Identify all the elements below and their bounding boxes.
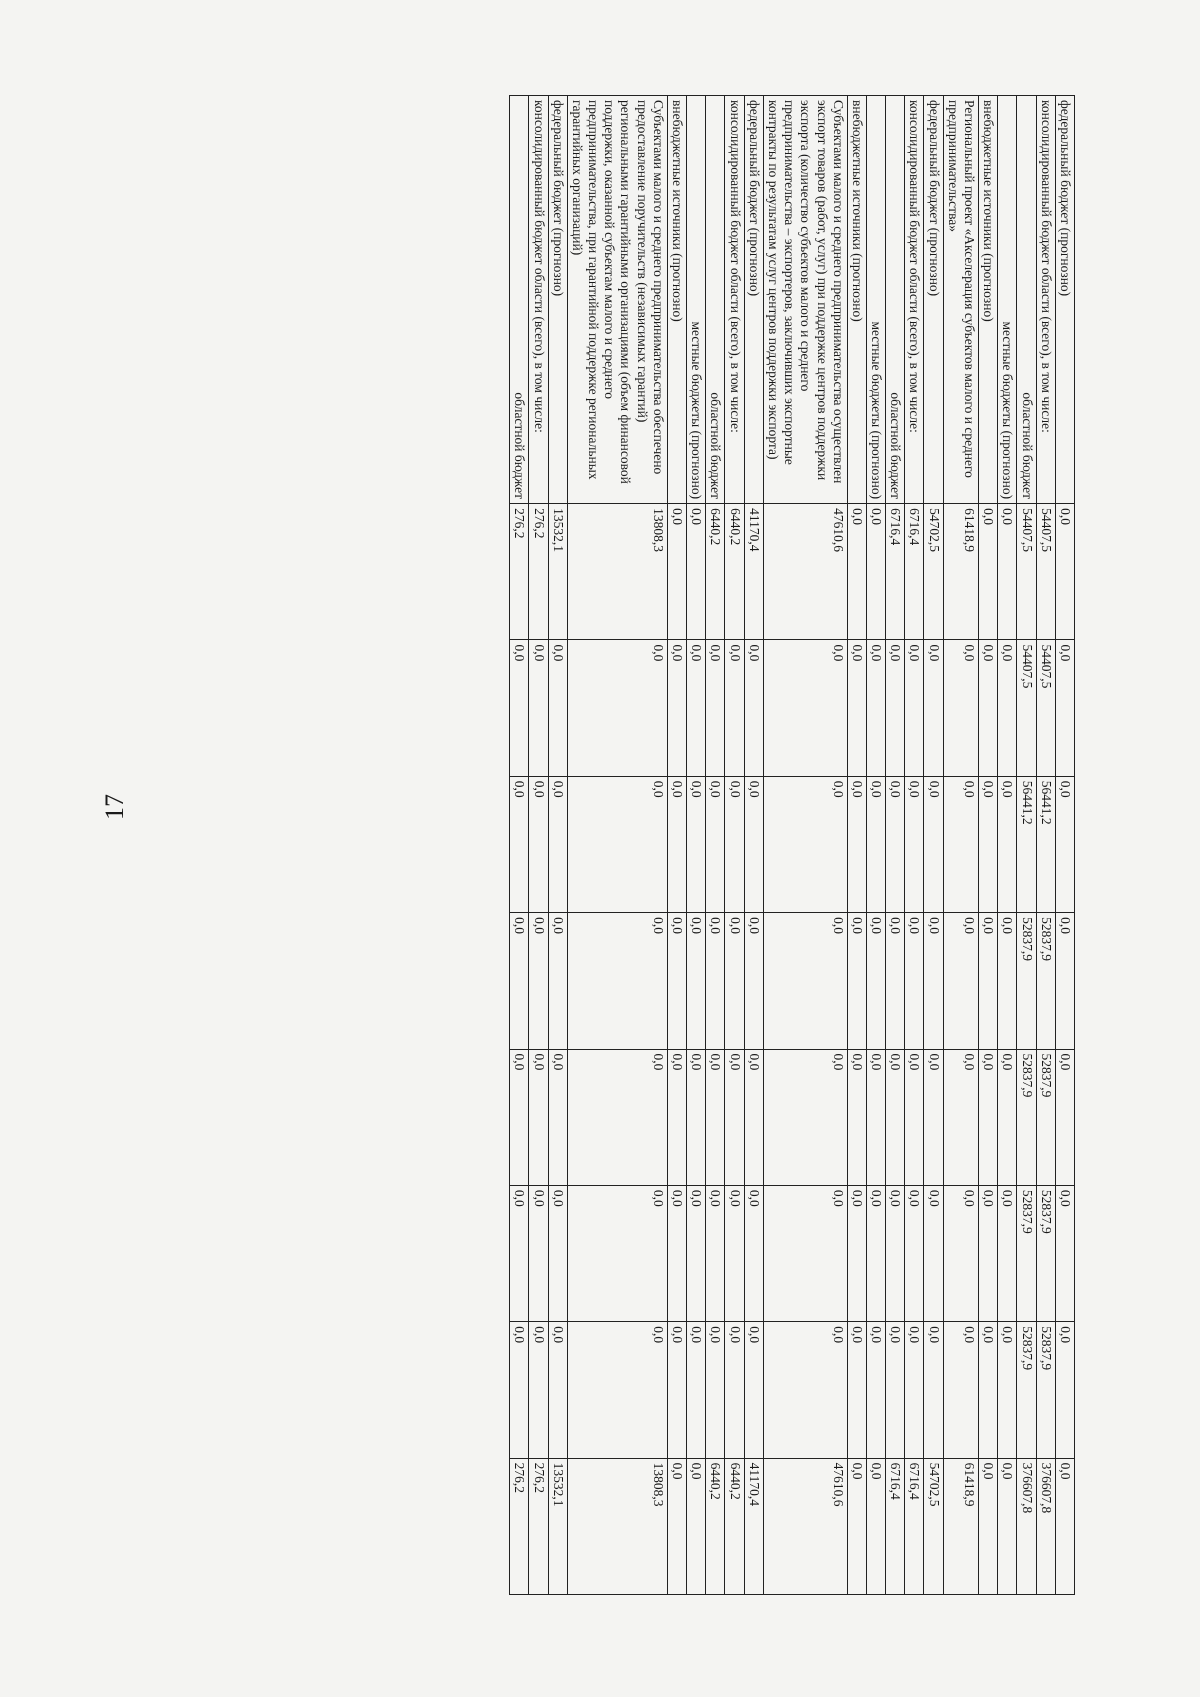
cell-value: 0,0 [687, 1049, 706, 1185]
table-row [998, 96, 1017, 1595]
cell-value: 0,0 [763, 1185, 847, 1321]
cell-value: 0,0 [924, 1185, 943, 1321]
cell-value: 0,0 [510, 1185, 529, 1321]
cell-value: 0,0 [1055, 1049, 1074, 1185]
row-label: областной бюджет [510, 96, 529, 504]
cell-value: 0,0 [886, 776, 905, 912]
cell-value: 0,0 [998, 1185, 1017, 1321]
cell-value: 0,0 [943, 776, 978, 912]
row-label: консолидированный бюджет области (всего), в том числе: [725, 96, 744, 504]
cell-value: 0,0 [847, 913, 866, 1049]
cell-value: 56441,2 [1017, 776, 1036, 912]
cell-value: 6716,4 [905, 504, 924, 640]
cell-value: 0,0 [529, 913, 548, 1049]
cell-value: 0,0 [905, 1322, 924, 1458]
cell-value: 0,0 [510, 640, 529, 776]
cell-value: 52837,9 [1036, 913, 1055, 1049]
cell-value: 0,0 [548, 776, 567, 912]
cell-value: 0,0 [905, 913, 924, 1049]
cell-value: 0,0 [866, 1185, 885, 1321]
cell-value: 0,0 [943, 913, 978, 1049]
cell-value: 0,0 [998, 1458, 1017, 1594]
cell-value: 0,0 [744, 913, 763, 1049]
row-label: внебюджетные источники (прогнозно) [847, 96, 866, 504]
cell-value: 276,2 [510, 1458, 529, 1594]
table-row [548, 96, 567, 1595]
cell-value: 6440,2 [706, 1458, 725, 1594]
cell-value: 0,0 [847, 776, 866, 912]
row-label: Региональный проект «Акселерация субъектов малого и среднего предпринимательства» [943, 96, 978, 504]
cell-value: 6440,2 [725, 1458, 744, 1594]
cell-value: 276,2 [529, 1458, 548, 1594]
cell-value: 0,0 [667, 504, 686, 640]
cell-value: 0,0 [979, 640, 998, 776]
cell-value: 41170,4 [744, 1458, 763, 1594]
cell-value: 13808,3 [567, 504, 667, 640]
table-row [1017, 96, 1036, 1595]
cell-value: 0,0 [763, 640, 847, 776]
cell-value: 0,0 [667, 1322, 686, 1458]
cell-value: 0,0 [510, 1049, 529, 1185]
cell-value: 0,0 [847, 1049, 866, 1185]
cell-value: 0,0 [905, 776, 924, 912]
cell-value: 0,0 [667, 640, 686, 776]
cell-value: 0,0 [886, 1185, 905, 1321]
cell-value: 0,0 [866, 776, 885, 912]
cell-value: 0,0 [667, 1458, 686, 1594]
cell-value: 0,0 [979, 1458, 998, 1594]
cell-value: 0,0 [687, 1322, 706, 1458]
cell-value: 0,0 [1055, 913, 1074, 1049]
table-row [725, 96, 744, 1595]
cell-value: 0,0 [687, 640, 706, 776]
table-row [886, 96, 905, 1595]
cell-value: 0,0 [548, 640, 567, 776]
cell-value: 0,0 [725, 1185, 744, 1321]
row-label: федеральный бюджет (прогнозно) [548, 96, 567, 504]
cell-value: 0,0 [548, 913, 567, 1049]
cell-value: 0,0 [866, 640, 885, 776]
cell-value: 0,0 [510, 1322, 529, 1458]
table-row [1055, 96, 1074, 1595]
cell-value: 0,0 [763, 776, 847, 912]
cell-value: 61418,9 [943, 504, 978, 640]
cell-value: 0,0 [567, 640, 667, 776]
cell-value: 0,0 [529, 640, 548, 776]
cell-value: 52837,9 [1017, 1322, 1036, 1458]
table-row [744, 96, 763, 1595]
cell-value: 0,0 [886, 640, 905, 776]
cell-value: 0,0 [998, 504, 1017, 640]
cell-value: 0,0 [567, 913, 667, 1049]
cell-value: 0,0 [706, 776, 725, 912]
cell-value: 0,0 [529, 1322, 548, 1458]
table-row [667, 96, 686, 1595]
row-label: местные бюджеты (прогнозно) [866, 96, 885, 504]
table-row [763, 96, 847, 1595]
cell-value: 0,0 [725, 1049, 744, 1185]
cell-value: 0,0 [943, 1049, 978, 1185]
cell-value: 0,0 [548, 1185, 567, 1321]
row-label: местные бюджеты (прогнозно) [687, 96, 706, 504]
cell-value: 0,0 [567, 1049, 667, 1185]
cell-value: 0,0 [567, 776, 667, 912]
cell-value: 0,0 [763, 913, 847, 1049]
cell-value: 0,0 [943, 640, 978, 776]
table-row [1036, 96, 1055, 1595]
cell-value: 0,0 [725, 1322, 744, 1458]
cell-value: 0,0 [847, 1185, 866, 1321]
cell-value: 0,0 [667, 776, 686, 912]
cell-value: 376607,8 [1017, 1458, 1036, 1594]
cell-value: 0,0 [847, 1458, 866, 1594]
table-row [847, 96, 866, 1595]
cell-value: 0,0 [687, 776, 706, 912]
cell-value: 52837,9 [1017, 1185, 1036, 1321]
cell-value: 0,0 [847, 1322, 866, 1458]
row-label: Субъектами малого и среднего предпринимательства обеспечено предоставление поручительств (независимых гарантий) региональными гарантийными организациями (объем финансовой поддержки, оказанной субъектам малого и среднего предпринимательства, при гарантийной поддержке региональных гарантийных организаций) [567, 96, 667, 504]
table-row [567, 96, 667, 1595]
cell-value: 0,0 [687, 1185, 706, 1321]
table-row [706, 96, 725, 1595]
cell-value: 0,0 [886, 1049, 905, 1185]
cell-value: 0,0 [866, 913, 885, 1049]
table-row [510, 96, 529, 1595]
budget-table-body [510, 96, 1075, 1595]
cell-value: 0,0 [706, 1049, 725, 1185]
cell-value: 0,0 [866, 1322, 885, 1458]
cell-value: 52837,9 [1036, 1322, 1055, 1458]
cell-value: 0,0 [905, 1049, 924, 1185]
cell-value: 276,2 [529, 504, 548, 640]
cell-value: 0,0 [567, 1322, 667, 1458]
cell-value: 0,0 [529, 1185, 548, 1321]
cell-value: 0,0 [548, 1322, 567, 1458]
budget-table-wrapper [175, 95, 1075, 1595]
row-label: федеральный бюджет (прогнозно) [744, 96, 763, 504]
cell-value: 52837,9 [1017, 913, 1036, 1049]
cell-value: 52837,9 [1017, 1049, 1036, 1185]
cell-value: 13532,1 [548, 504, 567, 640]
cell-value: 0,0 [979, 1049, 998, 1185]
cell-value: 0,0 [998, 1049, 1017, 1185]
cell-value: 54407,5 [1017, 640, 1036, 776]
cell-value: 0,0 [924, 640, 943, 776]
row-label: областной бюджет [706, 96, 725, 504]
cell-value: 0,0 [866, 1049, 885, 1185]
cell-value: 54702,5 [924, 504, 943, 640]
page-number: 17 [100, 794, 129, 820]
cell-value: 6716,4 [886, 1458, 905, 1594]
cell-value: 0,0 [998, 640, 1017, 776]
cell-value: 0,0 [866, 1458, 885, 1594]
cell-value: 0,0 [979, 1322, 998, 1458]
cell-value: 54407,5 [1036, 504, 1055, 640]
cell-value: 13808,3 [567, 1458, 667, 1594]
cell-value: 0,0 [687, 504, 706, 640]
cell-value: 0,0 [998, 776, 1017, 912]
cell-value: 0,0 [510, 776, 529, 912]
row-label: федеральный бюджет (прогнозно) [924, 96, 943, 504]
cell-value: 0,0 [667, 913, 686, 1049]
cell-value: 0,0 [687, 913, 706, 1049]
cell-value: 54407,5 [1017, 504, 1036, 640]
cell-value: 0,0 [529, 776, 548, 912]
cell-value: 376607,8 [1036, 1458, 1055, 1594]
table-row [905, 96, 924, 1595]
cell-value: 0,0 [763, 1049, 847, 1185]
table-row [529, 96, 548, 1595]
cell-value: 0,0 [744, 776, 763, 912]
cell-value: 0,0 [725, 776, 744, 912]
cell-value: 0,0 [744, 1322, 763, 1458]
cell-value: 0,0 [687, 1458, 706, 1594]
table-row [866, 96, 885, 1595]
row-label: областной бюджет [886, 96, 905, 504]
cell-value: 0,0 [1055, 1322, 1074, 1458]
cell-value: 52837,9 [1036, 1185, 1055, 1321]
cell-value: 0,0 [924, 913, 943, 1049]
cell-value: 0,0 [998, 913, 1017, 1049]
row-label: внебюджетные источники (прогнозно) [667, 96, 686, 504]
row-label: консолидированный бюджет области (всего), в том числе: [1036, 96, 1055, 504]
table-row [979, 96, 998, 1595]
cell-value: 6440,2 [706, 504, 725, 640]
table-row [924, 96, 943, 1595]
cell-value: 52837,9 [1036, 1049, 1055, 1185]
cell-value: 54702,5 [924, 1458, 943, 1594]
cell-value: 0,0 [667, 1185, 686, 1321]
cell-value: 0,0 [567, 1185, 667, 1321]
cell-value: 0,0 [886, 913, 905, 1049]
cell-value: 61418,9 [943, 1458, 978, 1594]
cell-value: 0,0 [979, 504, 998, 640]
cell-value: 0,0 [979, 1185, 998, 1321]
cell-value: 0,0 [706, 913, 725, 1049]
cell-value: 0,0 [886, 1322, 905, 1458]
cell-value: 276,2 [510, 504, 529, 640]
cell-value: 0,0 [1055, 1185, 1074, 1321]
cell-value: 0,0 [847, 640, 866, 776]
row-label: внебюджетные источники (прогнозно) [979, 96, 998, 504]
cell-value: 0,0 [1055, 504, 1074, 640]
cell-value: 0,0 [744, 1049, 763, 1185]
cell-value: 0,0 [744, 640, 763, 776]
cell-value: 0,0 [744, 1185, 763, 1321]
cell-value: 0,0 [943, 1322, 978, 1458]
cell-value: 0,0 [1055, 1458, 1074, 1594]
cell-value: 0,0 [725, 640, 744, 776]
row-label: консолидированный бюджет области (всего), в том числе: [529, 96, 548, 504]
row-label: местные бюджеты (прогнозно) [998, 96, 1017, 504]
cell-value: 0,0 [667, 1049, 686, 1185]
cell-value: 6716,4 [905, 1458, 924, 1594]
cell-value: 0,0 [763, 1322, 847, 1458]
cell-value: 0,0 [847, 504, 866, 640]
cell-value: 0,0 [548, 1049, 567, 1185]
cell-value: 6716,4 [886, 504, 905, 640]
cell-value: 0,0 [924, 1049, 943, 1185]
cell-value: 13532,1 [548, 1458, 567, 1594]
cell-value: 0,0 [1055, 640, 1074, 776]
cell-value: 0,0 [866, 504, 885, 640]
cell-value: 0,0 [706, 1185, 725, 1321]
cell-value: 0,0 [725, 913, 744, 1049]
cell-value: 41170,4 [744, 504, 763, 640]
cell-value: 0,0 [924, 1322, 943, 1458]
row-label: областной бюджет [1017, 96, 1036, 504]
table-row [687, 96, 706, 1595]
cell-value: 0,0 [998, 1322, 1017, 1458]
cell-value: 0,0 [706, 1322, 725, 1458]
table-row [943, 96, 978, 1595]
cell-value: 0,0 [979, 913, 998, 1049]
row-label: федеральный бюджет (прогнозно) [1055, 96, 1074, 504]
cell-value: 0,0 [979, 776, 998, 912]
cell-value: 56441,2 [1036, 776, 1055, 912]
cell-value: 0,0 [706, 640, 725, 776]
cell-value: 0,0 [943, 1185, 978, 1321]
row-label: консолидированный бюджет области (всего), в том числе: [905, 96, 924, 504]
cell-value: 47610,6 [763, 1458, 847, 1594]
cell-value: 0,0 [924, 776, 943, 912]
budget-table [509, 95, 1075, 1595]
cell-value: 47610,6 [763, 504, 847, 640]
row-label: Субъектами малого и среднего предпринимательства осуществлен экспорт товаров (работ, услуг) при поддержке центров поддержки экспорта (количество субъектов малого и среднего предпринимательства – экспортеров, заключивших экспортные контракты по результатам услуг центров поддержки экспорта) [763, 96, 847, 504]
cell-value: 6440,2 [725, 504, 744, 640]
cell-value: 0,0 [510, 913, 529, 1049]
cell-value: 54407,5 [1036, 640, 1055, 776]
cell-value: 0,0 [529, 1049, 548, 1185]
cell-value: 0,0 [1055, 776, 1074, 912]
cell-value: 0,0 [905, 1185, 924, 1321]
cell-value: 0,0 [905, 640, 924, 776]
